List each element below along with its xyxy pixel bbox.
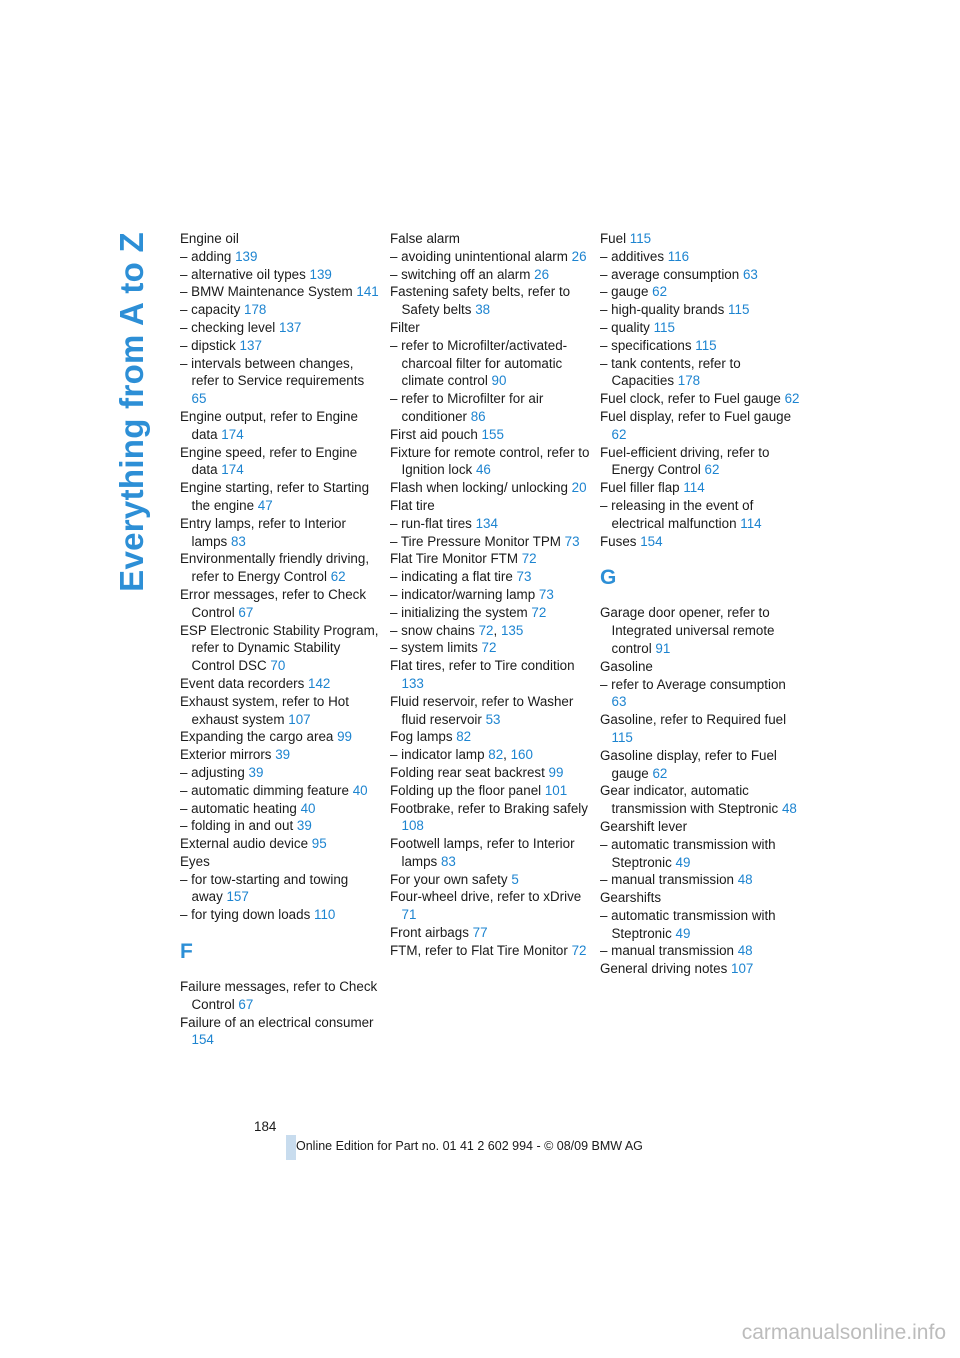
index-term: Gasoline bbox=[600, 658, 653, 674]
index-term: Failure messages, refer to Check Control bbox=[180, 979, 378, 1012]
page-reference-link[interactable]: 67 bbox=[238, 996, 254, 1012]
index-term: Footbrake, refer to Braking safely bbox=[390, 800, 588, 816]
page-reference-link[interactable]: 83 bbox=[230, 533, 246, 549]
index-entry bbox=[180, 408, 380, 444]
page-reference-link[interactable]: 73 bbox=[538, 586, 554, 602]
index-entry bbox=[180, 319, 380, 337]
index-term: Four-wheel drive, refer to xDrive bbox=[390, 889, 582, 905]
index-entry bbox=[180, 675, 380, 693]
index-term: – refer to Microfilter for air conditioner bbox=[390, 391, 544, 424]
page-reference-link[interactable]: 137 bbox=[239, 337, 262, 353]
index-term: Gearshift lever bbox=[600, 818, 688, 834]
index-term: – Tire Pressure Monitor TPM bbox=[390, 533, 565, 549]
index-entry bbox=[600, 907, 800, 943]
page-reference-link[interactable]: 72 bbox=[478, 622, 494, 638]
index-entry bbox=[600, 444, 800, 480]
index-column-2 bbox=[390, 230, 590, 960]
index-term: Flat tire bbox=[390, 497, 435, 513]
page-reference-link[interactable]: 38 bbox=[475, 302, 491, 318]
index-term: Exterior mirrors bbox=[180, 747, 276, 763]
index-entry bbox=[600, 871, 800, 889]
index-entry bbox=[180, 871, 380, 907]
page-reference-link[interactable]: 134 bbox=[475, 515, 498, 531]
index-entry bbox=[600, 283, 800, 301]
index-term: – average consumption bbox=[600, 266, 743, 282]
page-reference-link[interactable]: 157 bbox=[226, 889, 249, 905]
index-entry bbox=[390, 924, 590, 942]
index-entry bbox=[180, 1014, 380, 1050]
page-reference-link[interactable]: 115 bbox=[728, 302, 750, 318]
page-reference-link[interactable]: 65 bbox=[191, 391, 207, 407]
index-term: Folding up the floor panel bbox=[390, 782, 545, 798]
index-entry bbox=[180, 800, 380, 818]
index-term: – BMW Maintenance System bbox=[180, 284, 357, 300]
index-entry bbox=[390, 782, 590, 800]
page-reference-link[interactable]: 82 bbox=[488, 747, 504, 763]
index-term: Entry lamps, refer to Interior lamps bbox=[180, 515, 346, 549]
page-reference-link[interactable]: 86 bbox=[470, 408, 486, 424]
index-term: Garage door opener, refer to Integrated universal remote control bbox=[600, 605, 775, 656]
index-entry bbox=[180, 550, 380, 586]
index-entry bbox=[390, 657, 590, 693]
index-term: Gearshifts bbox=[600, 890, 662, 906]
index-term: General driving notes bbox=[600, 961, 732, 977]
index-term: Engine starting, refer to Starting the engine bbox=[180, 480, 370, 513]
index-term: – alternative oil types bbox=[180, 266, 310, 282]
index-entry bbox=[180, 835, 380, 853]
index-entry bbox=[600, 497, 800, 533]
index-term: – manual transmission bbox=[600, 943, 738, 959]
index-term: Gear indicator, automatic transmission with Steptronic bbox=[600, 783, 782, 817]
page-reference-link[interactable]: 47 bbox=[257, 497, 273, 513]
index-entry bbox=[390, 533, 590, 551]
page-reference-link[interactable]: 139 bbox=[235, 248, 258, 264]
index-entry bbox=[390, 479, 590, 497]
index-entry bbox=[600, 533, 800, 551]
index-entry bbox=[180, 586, 380, 622]
index-entry bbox=[600, 266, 800, 284]
index-term: Event data recorders bbox=[180, 675, 309, 691]
index-entry bbox=[390, 764, 590, 782]
page-reference-link[interactable]: 174 bbox=[221, 426, 244, 442]
index-term: – automatic transmission with Steptronic bbox=[600, 907, 776, 941]
watermark: carmanualsonline.info bbox=[741, 1321, 946, 1344]
index-term: Environmentally friendly driving, refer to Energy Control bbox=[180, 551, 370, 585]
index-entry bbox=[600, 355, 800, 391]
index-entry bbox=[390, 942, 590, 960]
index-term: Fluid reservoir, refer to Washer fluid reservoir bbox=[390, 693, 574, 727]
index-entry bbox=[180, 248, 380, 266]
footer-edition-text: Online Edition for Part no. 01 41 2 602 994 - © 08/09 BMW AG bbox=[296, 1139, 643, 1153]
page-reference-link[interactable]: 133 bbox=[401, 675, 424, 691]
page-reference-link[interactable]: 142 bbox=[308, 675, 331, 691]
page-reference-link[interactable]: 174 bbox=[221, 462, 244, 478]
page-reference-link[interactable]: 107 bbox=[288, 711, 311, 727]
index-term: – refer to Average consumption bbox=[600, 676, 786, 692]
index-entry bbox=[600, 942, 800, 960]
index-term: – specifications bbox=[600, 337, 696, 353]
page-reference-link[interactable]: 62 bbox=[652, 284, 668, 300]
index-entry bbox=[390, 586, 590, 604]
index-entry bbox=[600, 960, 800, 978]
index-term: – quality bbox=[600, 319, 654, 335]
footer-accent-bar bbox=[286, 1135, 296, 1160]
index-entry bbox=[390, 800, 590, 836]
page-reference-link[interactable]: 178 bbox=[677, 373, 701, 389]
page-reference-link[interactable]: 62 bbox=[784, 391, 800, 407]
index-entry bbox=[180, 266, 380, 284]
page-reference-link[interactable]: 95 bbox=[311, 836, 327, 852]
index-column-1 bbox=[180, 230, 380, 1049]
index-term: Engine output, refer to Engine data bbox=[180, 408, 358, 442]
index-term: Exhaust system, refer to Hot exhaust system bbox=[180, 693, 349, 727]
index-term: – indicator lamp bbox=[390, 747, 489, 763]
page-reference-link[interactable]: 40 bbox=[352, 782, 368, 798]
index-entry bbox=[600, 248, 800, 266]
index-entry: – indicator lamp 82, 160 bbox=[390, 747, 533, 763]
index-term: Fixture for remote control, refer to Ignition lock bbox=[390, 444, 590, 478]
index-entry bbox=[180, 337, 380, 355]
page-reference-link[interactable]: 139 bbox=[309, 266, 332, 282]
index-entry bbox=[390, 444, 590, 480]
index-entry bbox=[180, 515, 380, 551]
index-term: Engine oil bbox=[180, 231, 239, 246]
index-entry bbox=[600, 390, 800, 408]
index-entry bbox=[600, 230, 800, 248]
index-term: – initializing the system bbox=[390, 604, 532, 620]
page-reference-link[interactable]: 160 bbox=[510, 747, 533, 763]
index-entry bbox=[600, 889, 800, 907]
page-reference-link[interactable]: 99 bbox=[337, 729, 352, 745]
page-reference-link[interactable]: 48 bbox=[781, 801, 797, 817]
page-reference-link[interactable]: 101 bbox=[544, 782, 568, 798]
index-term: – additives bbox=[600, 248, 668, 264]
page-reference-link[interactable]: 72 bbox=[521, 551, 537, 567]
index-entry bbox=[390, 515, 590, 533]
index-entry bbox=[390, 426, 590, 444]
index-term: Fuel filler flap bbox=[600, 480, 684, 496]
index-entry bbox=[180, 283, 380, 301]
page-reference-link[interactable]: 83 bbox=[440, 853, 456, 869]
index-entry bbox=[180, 622, 380, 675]
page-reference-link[interactable]: 154 bbox=[191, 1032, 214, 1048]
page-reference-link[interactable]: 82 bbox=[456, 729, 472, 745]
index-term: – gauge bbox=[600, 284, 653, 300]
index-entry bbox=[180, 978, 380, 1014]
index-term: – manual transmission bbox=[600, 872, 738, 888]
index-entry bbox=[390, 283, 590, 319]
index-term: Flash when locking/ unlocking bbox=[390, 480, 572, 496]
page-reference-link[interactable]: 107 bbox=[731, 961, 754, 977]
page-reference-link[interactable]: 115 bbox=[695, 337, 717, 353]
page-reference-link[interactable]: 53 bbox=[485, 711, 501, 727]
page-reference-link[interactable]: 26 bbox=[534, 266, 550, 282]
index-entry bbox=[600, 301, 800, 319]
page-reference-link[interactable]: 5 bbox=[511, 871, 519, 887]
page-reference-link[interactable]: 62 bbox=[704, 462, 720, 478]
index-entry bbox=[390, 568, 590, 586]
index-term: FTM, refer to Flat Tire Monitor bbox=[390, 942, 572, 958]
index-entry bbox=[600, 337, 800, 355]
index-term: Fuel display, refer to Fuel gauge bbox=[600, 408, 792, 424]
index-term: – intervals between changes, refer to Service requirements bbox=[180, 355, 365, 389]
index-term: Fog lamps bbox=[390, 729, 457, 745]
index-term: Fuel-efficient driving, refer to Energy Control bbox=[600, 444, 770, 478]
index-entry bbox=[390, 639, 590, 657]
page-reference-link[interactable]: 115 bbox=[653, 319, 675, 335]
page-reference-link[interactable]: 48 bbox=[737, 872, 753, 888]
index-entry bbox=[390, 337, 590, 390]
index-entry bbox=[600, 836, 800, 872]
index-term: – folding in and out bbox=[180, 818, 297, 834]
index-entry bbox=[180, 479, 380, 515]
page-reference-link[interactable]: 63 bbox=[611, 694, 627, 710]
index-entry bbox=[180, 728, 380, 746]
index-entry bbox=[600, 319, 800, 337]
page-reference-link[interactable]: 178 bbox=[244, 302, 267, 318]
index-entry bbox=[600, 604, 800, 657]
index-term: Gasoline, refer to Required fuel bbox=[600, 712, 787, 728]
index-column-3 bbox=[600, 230, 800, 978]
index-entry bbox=[390, 266, 590, 284]
index-entry bbox=[180, 782, 380, 800]
index-term: Flat Tire Monitor FTM bbox=[390, 551, 522, 567]
page-reference-link[interactable]: 67 bbox=[238, 604, 254, 620]
index-term: – dipstick bbox=[180, 337, 240, 353]
page-reference-link[interactable]: 137 bbox=[279, 319, 302, 335]
index-term: Fuel bbox=[600, 231, 630, 246]
index-term: Folding rear seat backrest bbox=[390, 764, 549, 780]
index-term: Fuel clock, refer to Fuel gauge bbox=[600, 391, 785, 407]
index-entry bbox=[180, 301, 380, 319]
index-term: – high-quality brands bbox=[600, 302, 729, 318]
index-term: – snow chains bbox=[390, 622, 479, 638]
index-term: – run-flat tires bbox=[390, 515, 476, 531]
page-reference-link[interactable]: 90 bbox=[491, 373, 507, 389]
page-reference-link[interactable]: 40 bbox=[300, 800, 316, 816]
index-entry bbox=[600, 676, 800, 712]
index-term: Filter bbox=[390, 319, 420, 335]
page-reference-link[interactable]: 73 bbox=[516, 569, 532, 585]
index-term: Fuses bbox=[600, 533, 641, 549]
page-reference-link[interactable]: 70 bbox=[270, 658, 286, 674]
page-reference-link[interactable]: 99 bbox=[548, 764, 564, 780]
index-term: For your own safety bbox=[390, 871, 512, 887]
index-entry bbox=[180, 853, 380, 871]
index-term: Flat tires, refer to Tire condition bbox=[390, 658, 575, 674]
index-entry bbox=[390, 550, 590, 568]
page-reference-link[interactable]: 39 bbox=[296, 818, 312, 834]
index-entry bbox=[600, 711, 800, 747]
index-entry bbox=[390, 728, 590, 746]
index-term: Failure of an electrical consumer bbox=[180, 1014, 374, 1030]
index-term: – releasing in the event of electrical malfunction bbox=[600, 497, 754, 531]
page-reference-link[interactable]: 135 bbox=[500, 622, 524, 638]
index-entry bbox=[390, 248, 590, 266]
index-entry bbox=[390, 390, 590, 426]
index-term: – indicating a flat tire bbox=[390, 569, 517, 585]
index-entry bbox=[390, 230, 590, 248]
index-term: Front airbags bbox=[390, 925, 473, 941]
index-entry bbox=[390, 497, 590, 515]
index-term: Gasoline display, refer to Fuel gauge bbox=[600, 747, 777, 781]
page-reference-link[interactable]: 115 bbox=[629, 231, 652, 246]
page-reference-link[interactable]: 39 bbox=[248, 764, 264, 780]
index-term: – checking level bbox=[180, 319, 279, 335]
index-term: – refer to Microfilter/activated-charcoal filter for automatic climate control bbox=[390, 337, 568, 389]
index-term: – automatic dimming feature bbox=[180, 782, 353, 798]
page-reference-link[interactable]: 73 bbox=[564, 533, 580, 549]
index-term: Eyes bbox=[180, 853, 210, 869]
index-entry bbox=[180, 746, 380, 764]
side-section-title: Everything from A to Z bbox=[113, 232, 150, 592]
index-entry bbox=[600, 818, 800, 836]
index-term: False alarm bbox=[390, 231, 460, 246]
index-term: – switching off an alarm bbox=[390, 266, 535, 282]
index-term: – automatic transmission with Steptronic bbox=[600, 836, 776, 870]
page-reference-link[interactable]: 155 bbox=[481, 426, 504, 442]
page-number: 184 bbox=[254, 1119, 277, 1134]
index-entry bbox=[600, 747, 800, 783]
index-term: – for tying down loads bbox=[180, 907, 314, 923]
index-term: – for tow-starting and towing away bbox=[180, 871, 349, 905]
index-entry bbox=[390, 693, 590, 729]
page-reference-link[interactable]: 114 bbox=[740, 515, 762, 531]
index-entry bbox=[390, 319, 590, 337]
page-reference-link[interactable]: 72 bbox=[481, 640, 497, 656]
page-reference-link[interactable]: 26 bbox=[571, 248, 587, 264]
index-term: Footwell lamps, refer to Interior lamps bbox=[390, 836, 575, 869]
index-term: Engine speed, refer to Engine data bbox=[180, 444, 358, 478]
index-entry: – snow chains 72, 135 bbox=[390, 622, 524, 638]
index-entry bbox=[390, 888, 590, 924]
page-reference-link[interactable]: 62 bbox=[330, 569, 346, 585]
page-reference-link[interactable]: 63 bbox=[742, 266, 758, 282]
index-term: – adjusting bbox=[180, 764, 249, 780]
page-reference-link[interactable]: 116 bbox=[667, 248, 690, 264]
index-entry bbox=[180, 906, 380, 924]
page-reference-link[interactable]: 154 bbox=[640, 533, 663, 549]
index-entry bbox=[390, 871, 590, 889]
page-reference-link[interactable]: 62 bbox=[611, 426, 627, 442]
index-term: Fastening safety belts, refer to Safety belts bbox=[390, 284, 571, 318]
index-term: – system limits bbox=[390, 640, 482, 656]
index-term: – capacity bbox=[180, 302, 245, 318]
page-reference-link[interactable]: 110 bbox=[314, 907, 336, 923]
index-term: – adding bbox=[180, 248, 236, 264]
index-term: ESP Electronic Stability Program, refer to Dynamic Stability Control DSC bbox=[180, 622, 379, 674]
page-reference-link[interactable]: 108 bbox=[401, 818, 424, 834]
index-term: Expanding the cargo area bbox=[180, 729, 338, 745]
page-reference-link[interactable]: 20 bbox=[571, 480, 587, 496]
index-term: – indicator/warning lamp bbox=[390, 586, 539, 602]
index-term: – tank contents, refer to Capacities bbox=[600, 355, 741, 389]
index-entry bbox=[600, 479, 800, 497]
page-reference-link[interactable]: 39 bbox=[275, 747, 291, 763]
index-term: First aid pouch bbox=[390, 426, 482, 442]
index-entry bbox=[180, 764, 380, 782]
page-reference-link[interactable]: 62 bbox=[652, 765, 668, 781]
index-entry bbox=[600, 408, 800, 444]
page-reference-link[interactable]: 77 bbox=[472, 925, 488, 941]
index-entry bbox=[390, 835, 590, 871]
index-letter-heading: F bbox=[180, 940, 193, 964]
page-reference-link[interactable]: 72 bbox=[531, 604, 547, 620]
index-entry bbox=[390, 604, 590, 622]
page-reference-link[interactable]: 91 bbox=[655, 640, 671, 656]
index-term: External audio device bbox=[180, 836, 312, 852]
page-reference-link[interactable]: 115 bbox=[611, 729, 633, 745]
page-reference-link[interactable]: 48 bbox=[737, 943, 753, 959]
page-reference-link[interactable]: 49 bbox=[675, 854, 691, 870]
index-term: – avoiding unintentional alarm bbox=[390, 248, 572, 264]
page-reference-link[interactable]: 141 bbox=[356, 284, 379, 300]
page-reference-link[interactable]: 46 bbox=[475, 462, 491, 478]
index-letter-heading: G bbox=[600, 566, 617, 590]
index-entry bbox=[600, 782, 800, 818]
index-entry bbox=[180, 355, 380, 408]
index-entry bbox=[180, 817, 380, 835]
index-term: Error messages, refer to Check Control bbox=[180, 586, 367, 620]
page-reference-link[interactable]: 49 bbox=[675, 925, 691, 941]
index-entry bbox=[180, 230, 380, 248]
page-reference-link[interactable]: 72 bbox=[571, 942, 587, 958]
index-term: – automatic heating bbox=[180, 800, 301, 816]
index-entry bbox=[180, 693, 380, 729]
index-entry bbox=[180, 444, 380, 480]
page-reference-link[interactable]: 71 bbox=[401, 907, 417, 923]
page-reference-link[interactable]: 114 bbox=[683, 480, 705, 496]
index-entry bbox=[600, 658, 800, 676]
